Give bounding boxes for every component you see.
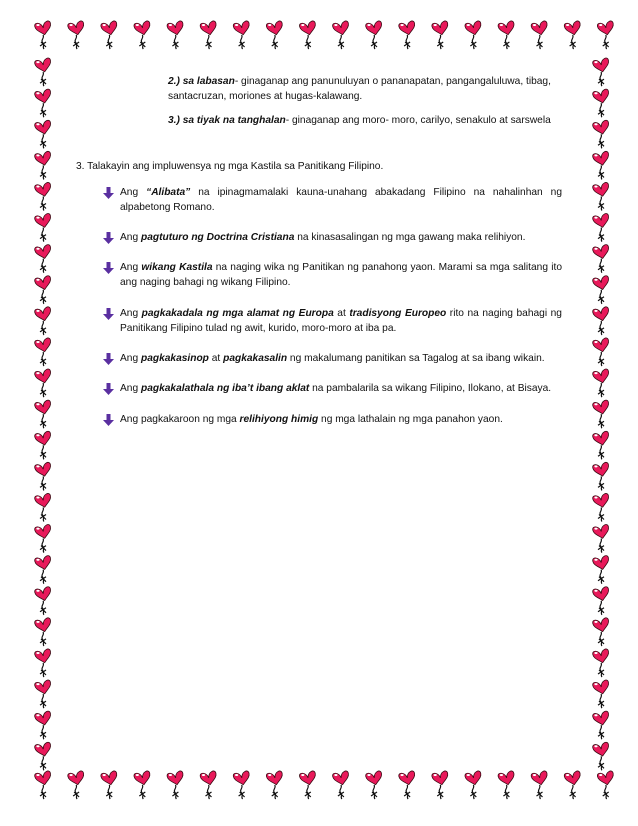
heart-balloon xyxy=(34,462,52,491)
item-text: - ginaganap ang panunuluyan o pananapatan, pangangaluluwa, tibag, santacruzan, moriones at hugas-kalawang. xyxy=(168,76,551,102)
heart-balloon xyxy=(592,400,610,429)
heart-balloon xyxy=(34,213,52,242)
heart-balloon xyxy=(592,275,610,304)
heart-balloon xyxy=(564,20,582,49)
heart-balloon xyxy=(34,648,52,677)
heart-balloon xyxy=(34,617,52,646)
heart-balloon xyxy=(592,89,610,118)
bullet-text: Ang “Alibata” na ipinagmamalaki kauna-unahang abakadang Filipino na nahalinhan ng alpabetong Romano. xyxy=(120,187,562,213)
heart-balloon xyxy=(592,306,610,335)
heart-balloon xyxy=(592,369,610,398)
heart-balloon xyxy=(100,20,118,49)
heart-balloon xyxy=(200,770,218,799)
heart-balloon xyxy=(592,213,610,242)
heart-balloon xyxy=(67,20,85,49)
heart-balloon xyxy=(592,337,610,366)
heart-balloon xyxy=(592,120,610,149)
heart-balloon xyxy=(592,462,610,491)
heart-balloon xyxy=(34,244,52,273)
item-text: - ginaganap ang moro- moro, carilyo, senakulo at sarswela xyxy=(285,115,551,126)
heart-balloon xyxy=(34,337,52,366)
bullet-text: Ang wikang Kastila na naging wika ng Panitikan ng panahong yaon. Marami sa mga salitang ito ang naging bahagi ng wikang Filipino. xyxy=(120,262,562,288)
heart-balloon xyxy=(34,555,52,584)
arrow-bullet-icon xyxy=(103,187,114,199)
heart-balloon xyxy=(134,770,152,799)
heart-balloon xyxy=(34,493,52,522)
heart-balloon xyxy=(34,369,52,398)
heart-balloon xyxy=(465,770,483,799)
heart-balloon xyxy=(498,20,516,49)
bullet-text: Ang pagkakadala ng mga alamat ng Europa at tradisyong Europeo rito na naging bahagi ng Panitikang Filipino tulad ng awit, kurido, moro-moro at iba pa. xyxy=(120,308,562,334)
list-item-sa-tiyak-na-tanghalan xyxy=(168,113,563,128)
heart-balloon xyxy=(34,275,52,304)
heart-balloon xyxy=(34,306,52,335)
heart-balloon xyxy=(597,770,615,799)
heart-balloon xyxy=(167,20,185,49)
heart-balloon xyxy=(100,770,118,799)
heart-balloon xyxy=(299,20,317,49)
heart-balloon xyxy=(34,151,52,180)
heart-balloon xyxy=(592,58,610,87)
heart-balloon xyxy=(398,20,416,49)
heart-balloon xyxy=(531,770,549,799)
arrow-bullet-icon xyxy=(103,232,114,244)
heart-balloon xyxy=(34,182,52,211)
heart-balloon xyxy=(431,770,449,799)
heart-balloon xyxy=(531,20,549,49)
heart-balloon xyxy=(592,711,610,740)
arrow-bullet-icon xyxy=(103,262,114,274)
heart-balloon xyxy=(398,770,416,799)
heart-balloon xyxy=(34,431,52,460)
heart-balloon xyxy=(34,20,52,49)
heart-balloon xyxy=(332,770,350,799)
heart-balloon xyxy=(67,770,85,799)
heart-balloon xyxy=(498,770,516,799)
heart-balloon xyxy=(34,586,52,615)
heart-balloon xyxy=(34,120,52,149)
heart-balloon xyxy=(465,20,483,49)
heart-balloon xyxy=(34,524,52,553)
bullet-text: Ang pagkakaroon ng mga relihiyong himig ng mga lathalain ng mga panahon yaon. xyxy=(120,414,503,425)
heart-balloon xyxy=(34,58,52,87)
heart-balloon xyxy=(34,770,52,799)
heart-balloon xyxy=(592,680,610,709)
heart-balloon xyxy=(34,89,52,118)
arrow-bullet-icon xyxy=(103,383,114,395)
heart-balloon xyxy=(233,20,251,49)
heart-balloon xyxy=(266,770,284,799)
heart-balloon xyxy=(592,617,610,646)
heart-balloon xyxy=(592,493,610,522)
item-label: 2.) sa labasan xyxy=(168,76,235,87)
heart-balloon xyxy=(592,182,610,211)
arrow-bullet-icon xyxy=(103,308,114,320)
bullet-text: Ang pagkakalathala ng iba’t ibang aklat na pambalarila sa wikang Filipino, Ilokano, at Bisaya. xyxy=(120,383,552,394)
heart-balloon xyxy=(592,151,610,180)
arrow-bullet-icon xyxy=(103,414,114,426)
heart-balloon xyxy=(34,400,52,429)
arrow-bullet-icon xyxy=(103,353,114,365)
heart-balloon xyxy=(332,20,350,49)
heart-balloon xyxy=(592,555,610,584)
section-heading: 3. Talakayin ang impluwensya ng mga Kastila sa Panitikang Filipino. xyxy=(76,161,384,172)
heart-balloon xyxy=(592,742,610,771)
bullet-text: Ang pagkakasinop at pagkakasalin ng makalumang panitikan sa Tagalog at sa ibang wikain. xyxy=(120,353,545,364)
heart-balloon xyxy=(34,680,52,709)
heart-balloon xyxy=(592,244,610,273)
heart-balloon xyxy=(564,770,582,799)
heart-balloon xyxy=(365,20,383,49)
heart-balloon xyxy=(299,770,317,799)
heart-balloon xyxy=(592,586,610,615)
bullet-text: Ang pagtuturo ng Doctrina Cristiana na kinasasalingan ng mga gawang maka relihiyon. xyxy=(120,232,526,243)
item-label: 3.) sa tiyak na tanghalan xyxy=(168,115,286,126)
heart-balloon xyxy=(592,648,610,677)
heart-balloon xyxy=(200,20,218,49)
heart-balloon xyxy=(34,711,52,740)
heart-balloon xyxy=(134,20,152,49)
heart-balloon xyxy=(592,524,610,553)
heart-balloon xyxy=(34,742,52,771)
heart-balloon xyxy=(431,20,449,49)
heart-balloon xyxy=(167,770,185,799)
heart-balloon xyxy=(233,770,251,799)
heart-balloon xyxy=(597,20,615,49)
heart-balloon xyxy=(592,431,610,460)
list-item-sa-labasan xyxy=(168,74,563,104)
heart-balloon xyxy=(266,20,284,49)
heart-balloon xyxy=(365,770,383,799)
